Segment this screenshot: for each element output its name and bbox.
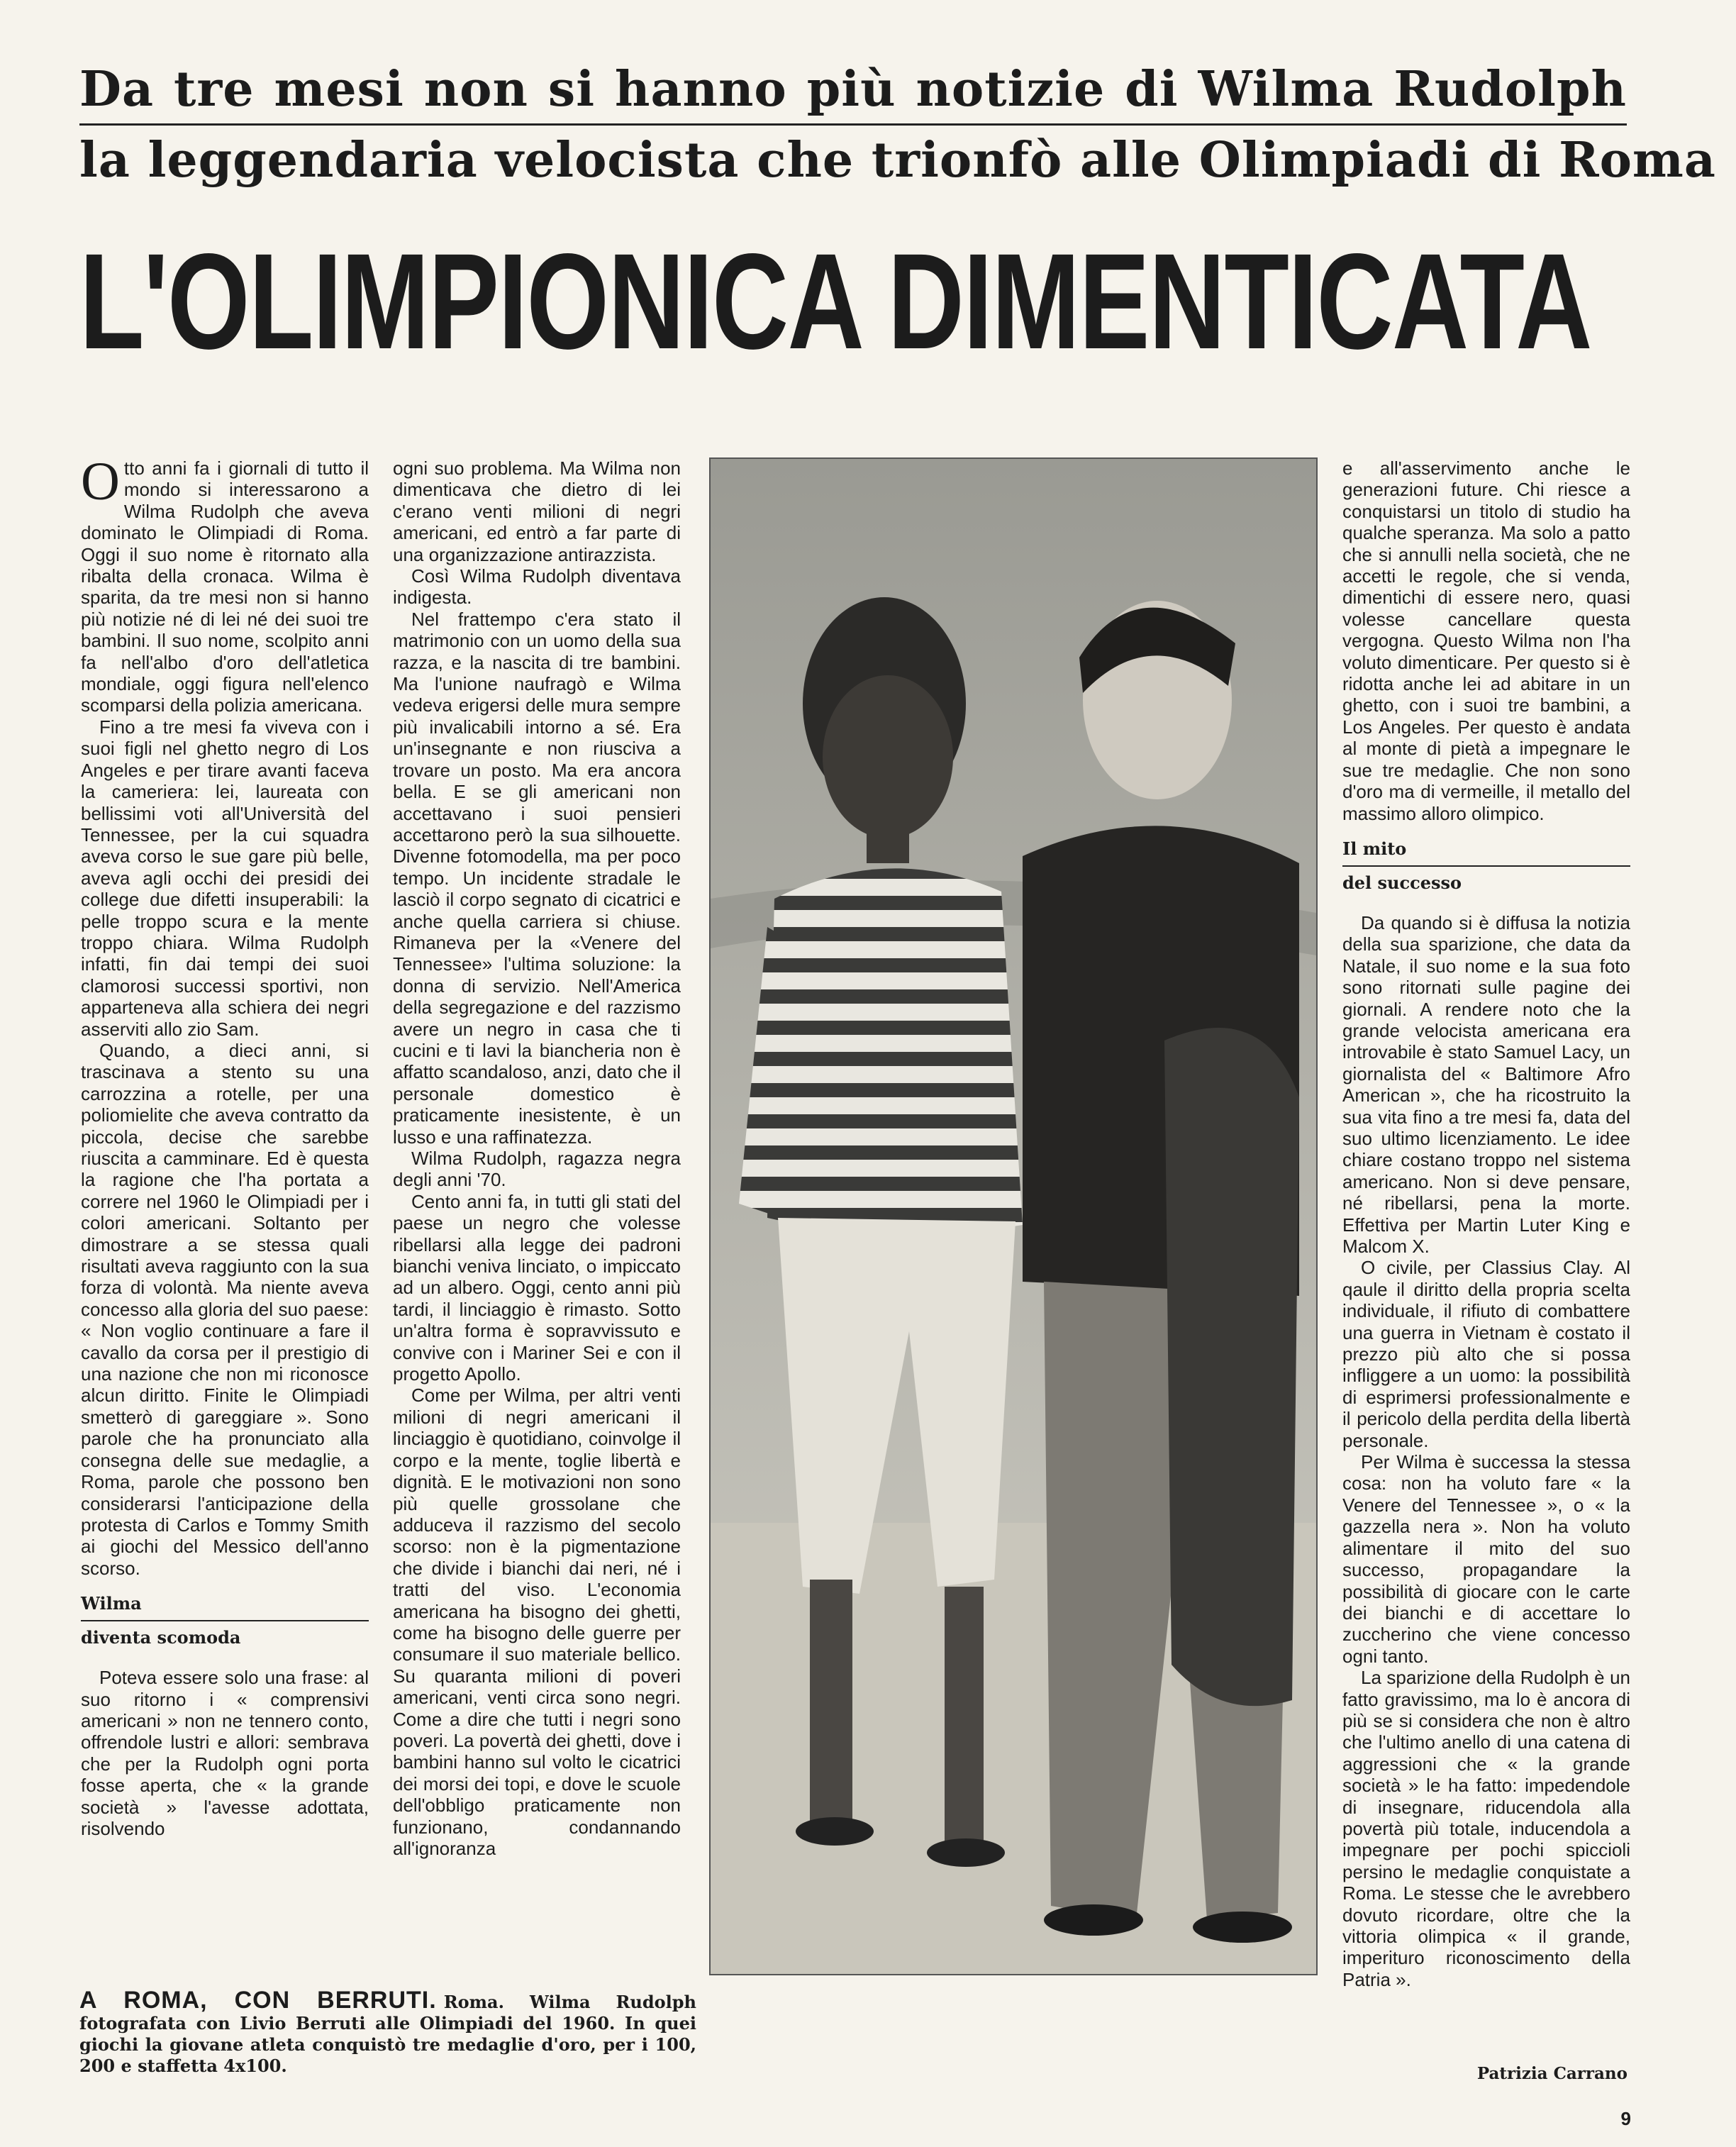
subheading-diventa-scomoda: diventa scomoda <box>81 1627 241 1648</box>
article-paragraph: Da quando si è diffusa la notizia della sua sparizione, che data da Natale, il suo nome e la sua foto sono ritornati sulle pagine dei giornali. A rendere noto che la grande velocista americana era introvabile è stato Samuel Lacy, un giornalista del « Baltimore Afro American », che ha ricostruito la sua vita fino a tre mesi fa, data del suo ultimo licenziamento. Le idee chiare costano troppo nel sistema americano. Non si deve pensare, né ribellarsi, pena la morte. Effettiva per Martin Luter King e Malcom X. <box>1342 911 1630 1257</box>
article-paragraph: Così Wilma Rudolph diventava indigesta. <box>393 565 681 609</box>
photo-illustration <box>711 459 1316 1974</box>
article-paragraph: O civile, per Classius Clay. Al qaule il diritto della propria scelta individuale, il rifiuto di combattere una guerra in Vietnam è costato il prezzo più alto che si possa infliggere a un uomo: la possibilità di esprimersi professionalmente e il pericolo della perdita della libertà personale. <box>1342 1257 1630 1451</box>
subheading-del-successo: del successo <box>1342 872 1462 893</box>
kicker-divider <box>79 123 1627 126</box>
page-headline: L'OLIMPIONICA DIMENTICATA <box>79 225 1591 377</box>
page-number: 9 <box>1620 2108 1631 2129</box>
drop-cap: O <box>81 452 120 511</box>
article-paragraph: Come per Wilma, per altri venti milioni di negri americani il linciaggio è quotidiano, coinvolge il corpo e la mente, toglie libertà e dignità. E le motivazioni non sono più quelle grossolane che adduceva il razzismo del secolo scorso: non è la pigmentazione che divide i bianchi dai neri, né i tratti del viso. L'economia americana ha bisogno dei ghetti, come ha bisogno delle guerre per consumare il suo materiale bellico. Su quaranta milioni di poveri americani, venti circa sono negri. Come a dire che tutti i negri sono poveri. La povertà dei ghetti, dove i bambini hanno sul volto le cicatrici dei morsi dei topi, e dove le scuole dell'obbligo praticamente non funzionano, condannando all'ignoranza <box>393 1385 681 1859</box>
subheading-wilma: Wilma <box>81 1592 369 1621</box>
article-paragraph <box>81 452 369 716</box>
kicker-line-1: Da tre mesi non si hanno più notizie di Wilma Rudolph <box>79 61 1627 118</box>
article-paragraph: ogni suo problema. Ma Wilma non dimenticava che dietro di lei c'erano venti milioni di negri americani, ed entrò a far parte di una organizzazione antirazzista. <box>393 457 681 565</box>
article-column-4 <box>1342 457 1630 1990</box>
article-paragraph: Per Wilma è successa la stessa cosa: non ha voluto fare « la Venere del Tennessee », o « la gazzella nera ». Non ha voluto alimentare il mito del suo successo, propagandare la possibilità di giocare con le carte dei bianchi e di accettare lo zuccherino che viene concesso ogni tanto. <box>1342 1451 1630 1667</box>
caption-text: Roma. Wilma Rudolph fotografata con Livio Berruti alle Olimpiadi del 1960. In quei giochi la giovane atleta conquistò tre medaglie d'oro, per i 100, 200 e staffetta 4x100. <box>79 1992 696 2076</box>
caption-title: A ROMA, CON BERRUTI. <box>79 1987 437 2014</box>
kicker-line-2: la leggendaria velocista che trionfò alle Olimpiadi di Roma <box>79 132 1716 189</box>
author-signature: Patrizia Carrano <box>1476 2064 1628 2083</box>
article-paragraph: Poteva essere solo una frase: al suo ritorno i « comprensivi americani » non ne tennero conto, offrendole lustri e allori: sembrava che per la Rudolph ogni porta fosse aperta, che « la grande società » l'avesse adottata, risolvendo <box>81 1667 369 1839</box>
article-paragraph: Cento anni fa, in tutti gli stati del paese un negro che volesse ribellarsi alla legge dei padroni bianchi veniva linciato, o impiccato ad un albero. Oggi, cento anni più tardi, il linciaggio è rimasto. Sotto un'altra forma è sopravvissuto e convive con i Mariner Sei e con il progetto Apollo. <box>393 1190 681 1385</box>
photo-caption <box>79 1987 696 2077</box>
paragraph-text: tto anni fa i giornali di tutto il mondo si interessarono a Wilma Rudolph che aveva dominato le Olimpiadi di Roma. Oggi il suo nome è ritornato alla ribalta della cronaca. Wilma è sparita, da tre mesi non si hanno più notizie né di lei né dei suoi tre bambini. Il suo nome, scolpito anni fa nell'albo d'oro dell'atletica mondiale, oggi figura nell'elenco scomparsi della polizia americana. <box>81 457 369 716</box>
article-paragraph: Wilma Rudolph, ragazza negra degli anni '70. <box>393 1148 681 1191</box>
article-paragraph: e all'asservimento anche le generazioni future. Chi riesce a conquistarsi un titolo di studio ha qualche speranza. Ma solo a patto che si annulli nella società, che ne accetti le regole, che si venda, dimentichi di essere nero, quasi volesse cancellare questa vergogna. Questo Wilma non l'ha voluto dimenticare. Per questo si è ridotta anche lei ad abitare in un ghetto, con i suoi tre bambini, a Los Angeles. Per questo è andata al monte di pietà a impegnare le sue tre medaglie. Che non sono d'oro ma di vermeille, il metallo del massimo alloro olimpico. <box>1342 457 1630 824</box>
article-paragraph: Fino a tre mesi fa viveva con i suoi figli nel ghetto negro di Los Angeles e per tirare avanti faceva la cameriera: lei, laureata con bellissimi voti all'Università del Tennessee, per la cui squadra aveva corso le sue gare più belle, aveva agli occhi dei presidi dei college due difetti insuperabili: la pelle troppo scura e la mente troppo chiara. Wilma Rudolph infatti, fin dai tempi dei suoi clamorosi successi sportivi, non apparteneva alla schiera dei negri asserviti allo zio Sam. <box>81 716 369 1040</box>
article-photo <box>709 457 1318 1975</box>
article-column-2 <box>393 457 681 1859</box>
subheading-il-mito: Il mito <box>1342 837 1630 867</box>
article-paragraph: Quando, a dieci anni, si trascinava a stento su una carrozzina a rotelle, per una poliomielite che aveva contratto da piccola, decise che sarebbe riuscita a camminare. Ed è questa la ragione che l'ha portata a correre nel 1960 le Olimpiadi per i colori americani. Soltanto per dimostrare a se stessa quali risultati aveva raggiunto con la sua forza di volontà. Ma niente aveva concesso alla gloria del suo paese: « Non voglio continuare a fare il cavallo da corsa per il prestigio di una nazione che non mi riconosce alcun diritto. Finite le Olimpiadi smetterò di gareggiare ». Sono parole che ha pronunciato alla consegna delle sue medaglie, a Roma, parole che possono ben considerarsi l'anticipazione della protesta di Carlos e Tommy Smith ai giochi del Messico dell'anno scorso. <box>81 1039 369 1579</box>
article-column-1 <box>81 452 369 1839</box>
article-paragraph: Nel frattempo c'era stato il matrimonio con un uomo della sua razza, e la nascita di tre bambini. Ma l'unione naufragò e Wilma vedeva erigersi delle mura sempre più invalicabili intorno a sé. Era un'insegnante e non riusciva a trovare un posto. Ma era ancora bella. E se gli americani non accettavano i suoi pensieri accettarono però la sua silhouette. Divenne fotomodella, ma per poco tempo. Un incidente stradale le lasciò il corpo segnato di cicatrici e anche quella carriera si chiuse. Rimaneva per la «Venere del Tennessee» l'ultima soluzione: la donna di servizio. Nell'America della segregazione e del razzismo avere un negro in casa che ti cucini e ti lavi la biancheria non è affatto scandaloso, anzi, dato che il personale domestico è praticamente inesistente, è un lusso e una raffinatezza. <box>393 608 681 1148</box>
article-paragraph: La sparizione della Rudolph è un fatto gravissimo, ma lo è ancora di più se si considera che non è altro che l'ultimo anello di una catena di aggressioni che « la grande società » le ha fatto: impedendole di insegnare, riducendola alla povertà più totale, inducendola a impegnare per pochi spiccioli persino le medaglie conquistate a Roma. Le stesse che le avrebbero dovuto ricordare, oltre che la vittoria olimpica « il grande, imperituro riconoscimento della Patria ». <box>1342 1667 1630 1990</box>
